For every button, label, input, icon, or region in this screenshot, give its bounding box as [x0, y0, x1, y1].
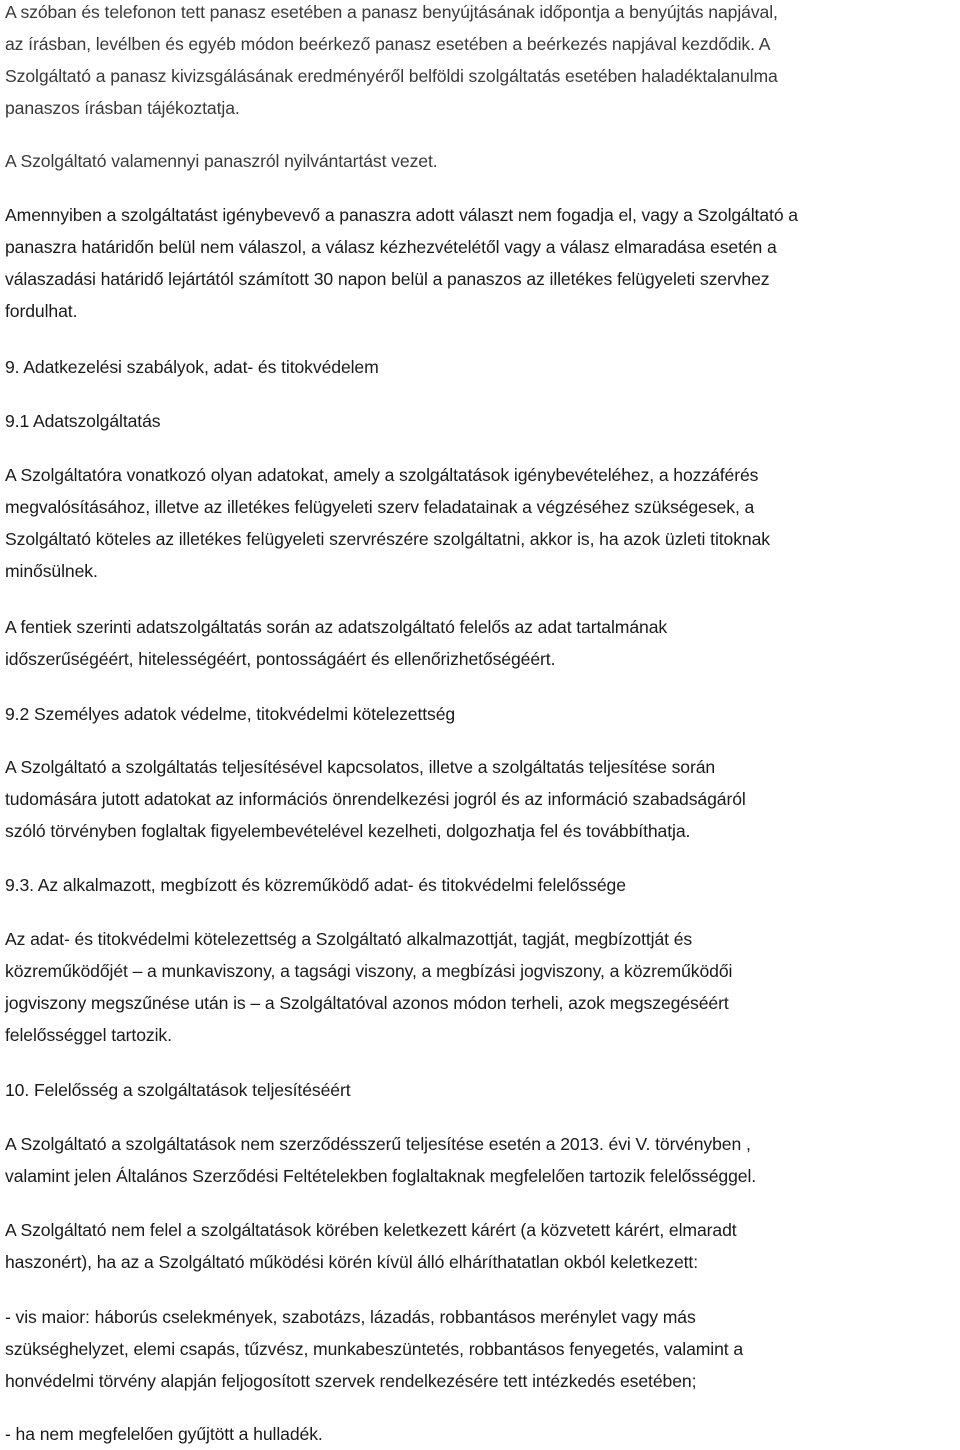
text-line: megvalósításához, illetve az illetékes felügyeleti szerv feladatainak a végzéséhez szükségesek, a — [5, 497, 755, 517]
text-line: haszonért), ha az a Szolgáltató működési körén kívül álló elháríthatatlan okból keletkezett: — [5, 1252, 698, 1272]
text-line: A Szolgáltató nem felel a szolgáltatások körében keletkezett kárért (a közvetett kárért, elmaradt — [5, 1220, 737, 1240]
paragraph-personal-data — [5, 751, 957, 847]
heading-text: 9.2 Személyes adatok védelme, titokvédelmi kötelezettség — [5, 704, 456, 724]
paragraph-complaint-timing — [5, 0, 957, 124]
list-item-waste — [5, 1418, 957, 1450]
text-line: - ha nem megfelelően gyűjtött a hulladék. — [5, 1424, 323, 1444]
text-line: fordulhat. — [5, 301, 78, 321]
paragraph-data-responsibility — [5, 611, 957, 675]
text-line: időszerűségéért, hitelességéért, pontosságáért és ellenőrizhetőségéért. — [5, 649, 556, 669]
text-line: jogviszony megszűnése után is – a Szolgáltatóval azonos módon terheli, azok megszegéséért — [5, 993, 729, 1013]
text-line: A Szolgáltató a szolgáltatás teljesítésével kapcsolatos, illetve a szolgáltatás teljesítése során — [5, 757, 716, 777]
text-line: felelősséggel tartozik. — [5, 1025, 172, 1045]
paragraph-liability-exclusion — [5, 1214, 957, 1278]
paragraph-employee-responsibility — [5, 923, 957, 1051]
list-item-vis-maior — [5, 1301, 957, 1397]
heading-text: 10. Felelősség a szolgáltatások teljesítéséért — [5, 1080, 351, 1100]
text-line: szóló törvényben foglaltak figyelembevételével kezelheti, dolgozhatja fel és továbbíthatja. — [5, 821, 691, 841]
text-line: az írásban, levélben és egyéb módon beérkező panasz esetében a beérkezés napjával kezdődik. A — [5, 34, 771, 54]
paragraph-complaint-register — [5, 145, 957, 177]
section-heading-10 — [5, 1074, 957, 1106]
text-line: szükséghelyzet, elemi csapás, tűzvész, munkabeszüntetés, robbantásos fenyegetés, valamint a — [5, 1339, 744, 1359]
section-heading-9 — [5, 351, 957, 383]
heading-text: 9.3. Az alkalmazott, megbízott és közreműködő adat- és titokvédelmi felelőssége — [5, 875, 626, 895]
paragraph-liability — [5, 1128, 957, 1192]
text-line: panaszra határidőn belül nem válaszol, a válasz kézhezvételétől vagy a válasz elmaradása esetén a — [5, 237, 777, 257]
section-heading-9-2 — [5, 698, 957, 730]
text-line: honvédelmi törvény alapján feljogosított szervek rendelkezésére tett intézkedés esetében; — [5, 1371, 697, 1391]
text-line: Az adat- és titokvédelmi kötelezettség a Szolgáltató alkalmazottját, tagját, megbízottját és — [5, 929, 693, 949]
text-line: A Szolgáltatóra vonatkozó olyan adatokat, amely a szolgáltatások igénybevételéhez, a hozzáférés — [5, 465, 759, 485]
text-line: A szóban és telefonon tett panasz esetében a panasz benyújtásának időpontja a benyújtás napjával, — [5, 2, 778, 22]
text-line: A Szolgáltató valamennyi panaszról nyilvántartást vezet. — [5, 151, 438, 171]
text-line: Amennyiben a szolgáltatást igénybevevő a panaszra adott választ nem fogadja el, vagy a Szolgáltató a — [5, 205, 798, 225]
text-line: minősülnek. — [5, 561, 98, 581]
heading-text: 9. Adatkezelési szabályok, adat- és titokvédelem — [5, 357, 379, 377]
paragraph-complaint-appeal — [5, 199, 957, 327]
section-heading-9-1 — [5, 405, 957, 437]
text-line: válaszadási határidő lejártától számított 30 napon belül a panaszos az illetékes felügyeleti szervhez — [5, 269, 770, 289]
text-line: Szolgáltató köteles az illetékes felügyeleti szervrészére szolgáltatni, akkor is, ha azok üzleti titoknak — [5, 529, 770, 549]
text-line: közreműködőjét – a munkaviszony, a tagsági viszony, a megbízási jogviszony, a közreműködői — [5, 961, 733, 981]
text-line: valamint jelen Általános Szerződési Feltételekben foglaltaknak megfelelően tartozik felelősséggel. — [5, 1166, 757, 1186]
text-line: - vis maior: háborús cselekmények, szabotázs, lázadás, robbantásos merénylet vagy más — [5, 1307, 696, 1327]
text-line: A Szolgáltató a szolgáltatások nem szerződésszerű teljesítése esetén a 2013. évi V. törvényben , — [5, 1134, 751, 1154]
text-line: panaszos írásban tájékoztatja. — [5, 98, 240, 118]
text-line: Szolgáltató a panasz kivizsgálásának eredményéről belföldi szolgáltatás esetében haladéktalanulma — [5, 66, 778, 86]
section-heading-9-3 — [5, 869, 957, 901]
paragraph-data-provision — [5, 459, 957, 587]
heading-text: 9.1 Adatszolgáltatás — [5, 411, 161, 431]
text-line: A fentiek szerinti adatszolgáltatás során az adatszolgáltató felelős az adat tartalmának — [5, 617, 668, 637]
text-line: tudomására jutott adatokat az információs önrendelkezési jogról és az információ szabadságáról — [5, 789, 746, 809]
